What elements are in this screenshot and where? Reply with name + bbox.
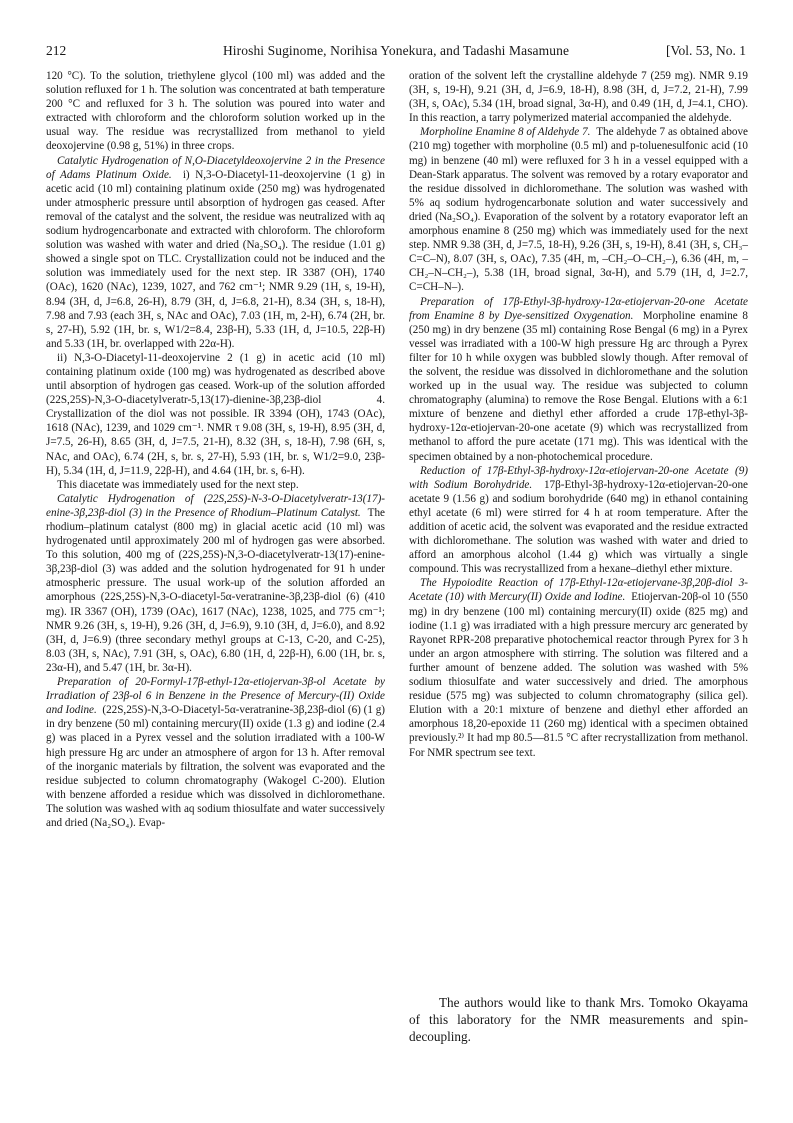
section-heading: The Hypoiodite Reaction of 17β-Ethyl-12α-etiojervane-3β,20β-diol 3-Acetate (10) with Mercury(II) Oxide and Iodine. — [409, 577, 748, 604]
journal-volume: [Vol. 53, No. 1 — [665, 43, 746, 58]
right-column — [409, 69, 748, 760]
paragraph: ii) N,3-O-Diacetyl-11-deoxojervine 2 (1 g) in acetic acid (10 ml) containing platinum oxide (100 mg) was hydrogenated as described above until absorption of hydrogen gas ceased. Work-up of the solution afforded (22S,25S)-N,3-O-diacetylveratr-5,13(17)-dienine-3β,23β-diol 4. Crystallization of the diol was not possible. IR 3394 (OH), 1743 (OAc), 1618 (NAc), 1239, and 1029 cm⁻¹. NMR τ 9.08 (3H, s, 19-H), 8.95 (3H, d, J=7.5, 26-H), 8.65 (3H, d, J=7.5, 21-H), 8.32 (3H, s, 18-H), 7.98 (6H, s, NAc, and OAc), 6.74 (2H, s, br. s, 27-H), 5.93 (1H, br. s, W1/2=9.0, 23β-H), 5.34 (1H, d, J=11.9, 22β-H), and 4.64 (1H, br. s, 6-H). — [46, 351, 385, 477]
section-heading: Morpholine Enamine 8 of Aldehyde 7. — [420, 126, 591, 139]
left-column — [46, 69, 385, 830]
section-heading: Catalytic Hydrogenation of N,O-Diacetyldeoxojervine 2 in the Presence of Adams Platinum Oxide. — [46, 154, 385, 181]
page-header — [46, 43, 746, 63]
section-heading: Catalytic Hydrogenation of (22S,25S)-N-3-O-Diacetylveratr-13(17)-enine-3β,23β-diol (3) in the Presence of Rhodium–Platinum Catalyst. — [46, 492, 385, 519]
paragraph: 120 °C). To the solution, triethylene glycol (100 ml) was added and the solution refluxed for 1 h. The solution was concentrated at bath temperature 200 °C and refluxed for 3 h. The solution was poured into water and extracted with chloroform and the chloroform solution worked up in the usual way. The residue was recrystallized from methanol to yield deoxojervine (0.98 g, 51%) in three crops. — [46, 70, 385, 153]
running-authors: Hiroshi Suginome, Norihisa Yonekura, and Tadashi Masamune — [222, 43, 570, 58]
acknowledgement — [409, 994, 748, 1045]
page-number: 212 — [46, 43, 67, 58]
paragraph: Catalytic Hydrogenation of (22S,25S)-N-3-O-Diacetylveratr-13(17)-enine-3β,23β-diol (3) in the Presence of Rhodium–Platinum Catalyst. The rhodium–platinum catalyst (800 mg) in glacial acetic acid (10 ml) was hydrogenated until approximately 200 ml of hydrogen gas were absorbed. To this solution, 400 mg of (22S,25S)-N,3-O-diacetylveratr-13(17)-enine-3β,23β-diol (3) was added and the solution hydrogenated for 91 h under atmospheric pressure. The usual work-up of the solution afforded an amorphous (22S,25S)-N,3-O-diacetyl-5α-veratranine-3β,23β-diol (6) (410 mg). IR 3367 (OH), 1739 (OAc), 1617 (NAc), 1238, 1025, and 775 cm⁻¹; NMR 9.26 (3H, s, 19-H), 9.26 (3H, d, J=6.9), 9.10 (3H, d, J=6.0), and 8.92 (3H, d, J=6.9) (three secondary methyl groups at C-13, C-20, and C-25), 8.03 (3H, s, NAc), 7.91 (3H, s, OAc), 6.80 (1H, d, 22β-H), 6.00 (1H, br. s, 23α-H), and 5.47 (1H, br. 3α-H). — [46, 492, 385, 674]
paragraph: The Hypoiodite Reaction of 17β-Ethyl-12α-etiojervane-3β,20β-diol 3-Acetate (10) with Mercury(II) Oxide and Iodine. Etiojervan-20β-ol 10 (550 mg) in dry benzene (100 ml) containing mercury(II) oxide (825 mg) and iodine (1.1 g) was irradiated with a high pressure mercury arc generated by Rayonet RPR-208 preparative photochemical reactor through Pyrex for 3 h under an argon atmosphere with stirring. The solution was filtered and a further amount of benzene added. The solution was washed with 5% sodium thiosulfate and water successively and dried. The amorphous residue (575 mg) was subjected to column chromatography (silica gel). Elution with a 20:1 mixture of benzene and diethyl ether afforded an amorphous 18,20-epoxide 11 (260 mg) identical with a specimen obtained previously.²⁾ It had mp 80.5—81.5 °C after recrystallization from methanol. For NMR spectrum see text. — [409, 577, 749, 759]
paragraph: Preparation of 17β-Ethyl-3β-hydroxy-12α-etiojervan-20-one Acetate from Enamine 8 by Dye-sensitized Oxygenation. Morpholine enamine 8 (250 mg) in dry benzene (35 ml) containing Rose Bengal (6 mg) in a Pyrex vessel was irradiated with a 100-W high pressure Hg arc through a Pyrex filter for 10 h while oxygen was bubbled slowly though. After removal of the solvent, the residue was dissolved in dichloromethane and the solution worked up in the usual way. The residue was subjected to column chromatography (alumina) to remove the Rose Bengal. Elutions with a 6:1 mixture of benzene and diethyl ether afforded a crude 17β-ethyl-3β-hydroxy-12α-etiojervan-20-one acetate (9) which was recrystallized from methanol to afford the pure acetate (171 mg). This was identical with the specimen obtained by a non-photochemical procedure. — [409, 295, 748, 463]
paragraph: Morpholine Enamine 8 of Aldehyde 7. The aldehyde 7 as obtained above (210 mg) together with morpholine (0.5 ml) and p-toluenesulfonic acid (10 mg) in benzene (40 ml) were refluxed for 3 h in a vessel equipped with a Dean-Stark apparatus. The solvent was removed by a rotary evaporator and the residue dissolved in dichloromethane. The solution was washed with 5% aq sodium hydrogencarbonate solution and water successively and dried (Na₂SO₄). Evaporation of the solvent by a rotatory evaporator left an amorphous enamine 8 (250 mg) which was immediately used for the next step. NMR 9.38 (3H, d, J=7.5, 18-H), 9.26 (3H, s, 19-H), 8.41 (3H, s, CH₃–C=C–N), 8.07 (3H, s, OAc), 7.35 (4H, m, –CH₂–O–CH₂–), 6.36 (4H, m, –CH₂–N–CH₂–), 5.38 (1H, broad signal, 3α-H), and 5.79 (1H, d, J=2.7, C=CH–N–). — [409, 126, 748, 294]
paragraph: This diacetate was immediately used for the next step. — [57, 478, 299, 491]
paragraph: Preparation of 20-Formyl-17β-ethyl-12α-etiojervan-3β-ol Acetate by Irradiation of 23β-ol 6 in Benzene in the Presence of Mercury-(II) Oxide and Iodine. (22S,25S)-N,3-O-Diacetyl-5α-veratranine-3β,23β-diol (6) (1 g) in dry benzene (50 ml) containing mercury(II) oxide (1.3 g) and iodine (2.4 g) was placed in a Pyrex vessel and the solution irradiated with a 100-W high pressure Hg arc under an atmosphere of argon for 13 h. After removal of the inorganic materials by filtration, the solvent was evaporated and the residue subjected to column chromatography (Wakogel C-200). Elution with benzene afforded a residue which was dissolved in dichloromethane. The solution was washed with aq sodium thiosulfate and water successively and dried (Na₂SO₄). Evap- — [46, 676, 385, 829]
section-heading: Preparation of 20-Formyl-17β-ethyl-12α-etiojervan-3β-ol Acetate by Irradiation of 23β-ol 6 in Benzene in the Presence of Mercury-(II) Oxide and Iodine. — [46, 676, 385, 717]
section-heading: Preparation of 17β-Ethyl-3β-hydroxy-12α-etiojervan-20-one Acetate from Enamine 8 by Dye-sensitized Oxygenation. — [409, 295, 748, 322]
paragraph: oration of the solvent left the crystalline aldehyde 7 (259 mg). NMR 9.19 (3H, s, 19-H), 9.21 (3H, d, J=6.9, 18-H), 8.98 (3H, d, J=7.2, 21-H), 7.99 (3H, s, OAc), 5.34 (1H, broad signal, 3α-H), and 0.49 (1H, d, J=4.1, CHO). In this reaction, a tarry polymerized material accompanied the aldehyde. — [409, 70, 748, 125]
acknowledgement-text: The authors would like to thank Mrs. Tomoko Okayama of this laboratory for the NMR measurements and spin-decoupling. — [409, 995, 748, 1044]
paragraph: Catalytic Hydrogenation of N,O-Diacetyldeoxojervine 2 in the Presence of Adams Platinum Oxide. i) N,3-O-Diacetyl-11-deoxojervine (1 g) in acetic acid (10 ml) containing platinum oxide (250 mg) was hydrogenated under atmospheric pressure until absorption of hydrogen gas ceased. After removal of the catalyst and the solvent, the residue was neutralized with aq sodium hydrogencarbonate and extracted with chloroform. The chloroform solution was washed with water and dried (Na₂SO₄). The residue (1.01 g) showed a single spot on TLC. Crystallization could not be induced and the solution was immediately used for the next step. IR 3387 (OH), 1740 (OAc), 1620 (NAc), 1239, 1027, and 762 cm⁻¹; NMR 9.29 (1H, s, 19-H), 8.94 (3H, d, J=6.8, 26-H), 8.79 (3H, d, J=6.8, 21-H), 8.34 (3H, s, 18-H), 7.98 and 7.93 (each 3H, s, NAc and OAc), 7.03 (1H, m, 2-H), 6.74 (2H, br. s, 27-H), 5.92 (1H, br. s, W1/2=8.4, 23β-H), 5.33 (1H, d, J=10.5, 22β-H) and 5.33 (1H, br. overlapped with 22α-H). — [46, 154, 385, 350]
paragraph: Reduction of 17β-Ethyl-3β-hydroxy-12α-etiojervan-20-one Acetate (9) with Sodium Borohydride. 17β-Ethyl-3β-hydroxy-12α-etiojervan-20-one acetate 9 (1.56 g) and sodium borohydride (640 mg) in ethanol containing ethyl acetate (6 ml) were stirred for 4 h at room temperature. After the addition of acetic acid, the solvent was evaporated and the residue extracted with dichloromethane. The solution was washed with water and dried to afford an amorphous alcohol (1.44 g) which was virtually a single compound. This was recrystallized from a hexane–diethyl ether mixture. — [409, 464, 748, 576]
section-heading: Reduction of 17β-Ethyl-3β-hydroxy-12α-etiojervan-20-one Acetate (9) with Sodium Borohydride. — [409, 464, 748, 491]
